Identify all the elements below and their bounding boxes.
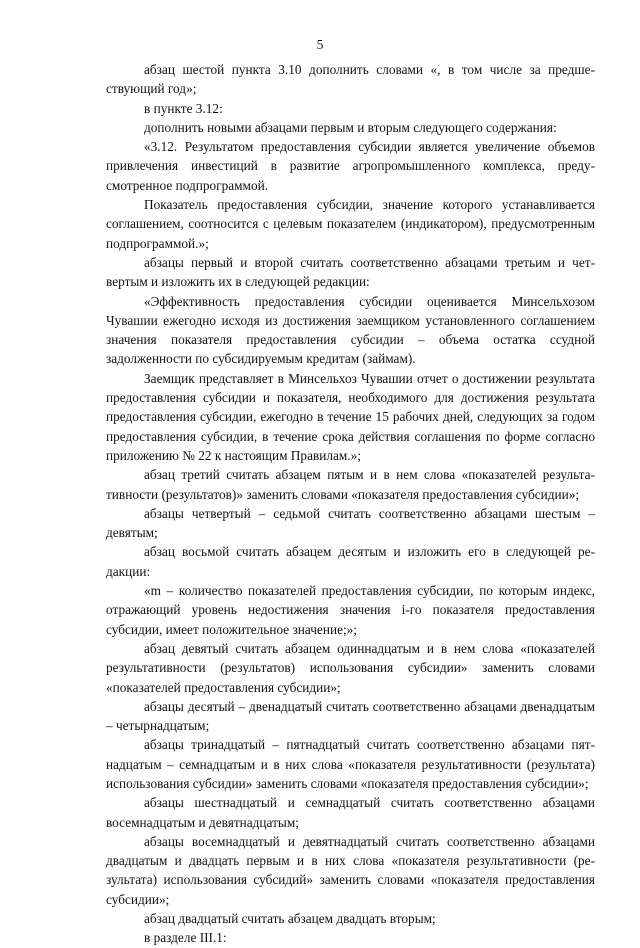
paragraph: абзац третий считать абзацем пятым и в нем слова «показателей результативности (результатов)» заменить словами «показателя предоставления субсидии»; [106,467,595,502]
page-number: 5 [316,37,324,52]
paragraph: абзац восьмой считать абзацем десятым и изложить его в следующей редакции: [106,544,595,579]
paragraph: «3.12. Результатом предоставления субсидии является увеличение объемов привлечения инвестиций в развитие агропромышленного комплекса, предусмотренное подпрограммой. [106,139,595,193]
paragraph: абзацы четвертый – седьмой считать соответственно абзацами шестым – девятым; [106,505,595,541]
paragraph: абзацы тринадцатый – пятнадцатый считать соответственно абзацами пятнадцатым – семнадцатым и в них слова «показателя результативности (результата) использования субсидии» заменить словами «показателя предоставления субсидии»; [106,737,595,791]
paragraph: абзац шестой пункта 3.10 дополнить словами «, в том числе за предшествующий год»; [106,62,595,97]
paragraph: Показатель предоставления субсидии, значение которого устанавливается соглашением, соотносится с целевым показателем (индикатором), предусмотренным подпрограммой.»; [106,197,595,251]
paragraph: абзац девятый считать абзацем одиннадцатым и в нем слова «показателей результативности (результатов) использования субсидии» заменить словами «показателей предоставления субсидии»; [106,640,595,695]
paragraph: в пункте 3.12: [144,100,223,116]
document-body [106,60,595,948]
paragraph: абзацы шестнадцатый и семнадцатый считать соответственно абзацами восемнадцатым и девятнадцатым; [106,795,595,830]
paragraph: «m – количество показателей предоставления субсидии, по которым индекс, отражающий уровень недостижения значения i-го показателя предоставления субсидии, имеет положительное значение;»; [106,583,595,637]
paragraph: абзацы десятый – двенадцатый считать соответственно абзацами двенадцатым – четырнадцатым; [106,698,595,734]
paragraph: в разделе III.1: [144,930,227,946]
paragraph: Заемщик представляет в Минсельхоз Чувашии отчет о достижении результата предоставления субсидии и показателя, необходимого для достижения результата предоставления субсидии, ежегодно в течение 15 рабочих дней, следующих за годом предоставления субсидии, в течение срока действия соглашения по форме согласно приложению № 22 к настоящим Правилам.»; [106,370,595,463]
paragraph: абзац двадцатый считать абзацем двадцать вторым; [144,911,436,927]
paragraph: абзацы восемнадцатый и девятнадцатый считать соответственно абзацами двадцатым и двадцать первым и в них слова «показателя результативности (результата) использования субсидий» заменить словами «показателя предоставления субсидии»; [106,833,595,907]
paragraph: «Эффективность предоставления субсидии оценивается Минсельхозом Чувашии ежегодно исходя из достижения заемщиком установленного соглашением значения показателя предоставления субсидии – объема остатка ссудной задолженности по субсидируемым кредитам (займам). [106,293,595,367]
paragraph: абзацы первый и второй считать соответственно абзацами третьим и четвертым и изложить их в следующей редакции: [106,254,595,290]
paragraph: дополнить новыми абзацами первым и вторым следующего содержания: [144,119,557,135]
